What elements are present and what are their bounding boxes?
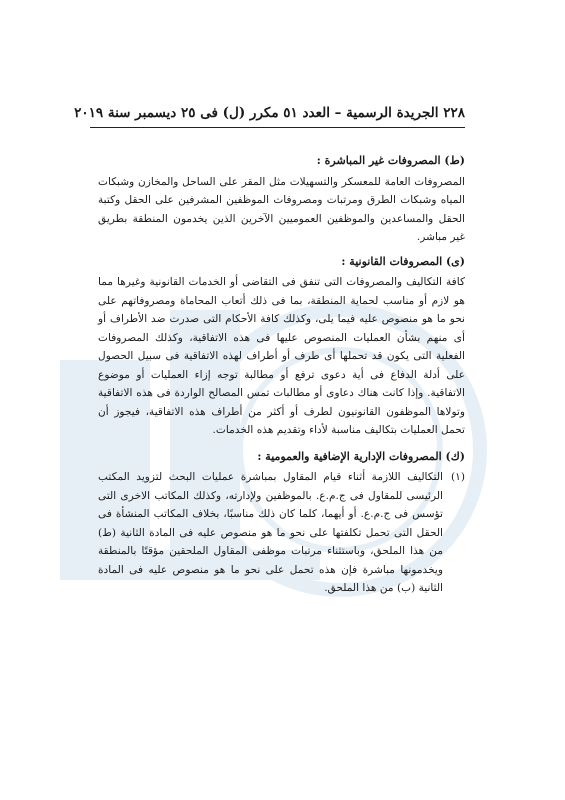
list-item-number: (١) — [451, 471, 465, 483]
section-body-y: كافة التكاليف والمصروفات التى تنفق فى التقاضى أو الخدمات القانونية وغيرها مما هو لازم أو مناسب لحماية المنطقة، بما فى ذلك أتعاب المحاماة ومصروفاتهم على نحو ما هو منصوص عليه فيما يلى، وكذلك كافة الأحكام التى صدرت ضد الأطراف أو أى منهم بشأن العمليات المنصوص عليها فى هذه الاتفاقية، وكذلك المصروفات الفعلية التى يكون قد تحملها أى طرف أو أطراف لهذه الاتفاقية فى سبيل الحصول على أدلة الدفاع فى أية دعوى ترفع أو مطالبة توجه إزاء العمليات أو موضوع الاتفاقية. وإذا كانت هناك دعاوى أو مطالبات تمس المصالح الواردة فى هذه الاتفاقية وتولاها الموظفون القانونيون لطرف أو أكثر من أطراف هذه الاتفاقية، فيجوز أن تحمل العمليات بتكاليف مناسبة لأداء وتقديم هذه الخدمات. — [98, 276, 465, 436]
section-heading-k: (ك) المصروفات الإدارية الإضافية والعمومية : — [257, 449, 465, 463]
page-header — [74, 103, 465, 128]
section-heading-t: (ط) المصروفات غير المباشرة : — [316, 154, 465, 167]
list-item-text: التكاليف اللازمة أثناء قيام المقاول بمباشرة عمليات البحث لتزويد المكتب الرئيسى للمقاول فى ج.م.ع. بالموظفين ولإدارته، وكذلك المكاتب الاخرى التى تؤسس فى ج.م.ع. أو أيهما، كلما كان ذلك مناسبًا، بخلاف المكاتب المنشأة فى الحقل التى تحمل تكلفتها على نحو ما هو منصوص عليه فى المادة الثانية (ط) من هذا الملحق، وباستثناء مرتبات موظفى المقاول الملحقين مؤقتًا بالمنطقة ويخدمونها مباشرة فإن هذه تحمل على نحو ما هو منصوص عليه فى المادة الثانية (ب) من هذا الملحق. — [98, 471, 443, 594]
section-body-t: المصروفات العامة للمعسكر والتسهيلات مثل المقر على الساحل والمخازن وشبكات المياه وشبكات الطرق ومرتبات ومصروفات الموظفين المشرفين على الحقل وكتبة الحقل والمساعدين والموظفين العموميين الآخرين الذين يخدمون المنطقة بطريق غير مباشر. — [98, 175, 465, 243]
list-item — [98, 468, 465, 598]
document-body — [98, 150, 465, 598]
section-heading-y: (ى) المصروفات القانونية : — [341, 254, 465, 268]
header-text: ٢٢٨ الجريدة الرسمية – العدد ٥١ مكرر (ل) فى ٢٥ ديسمبر سنة ٢٠١٩ — [74, 105, 465, 121]
